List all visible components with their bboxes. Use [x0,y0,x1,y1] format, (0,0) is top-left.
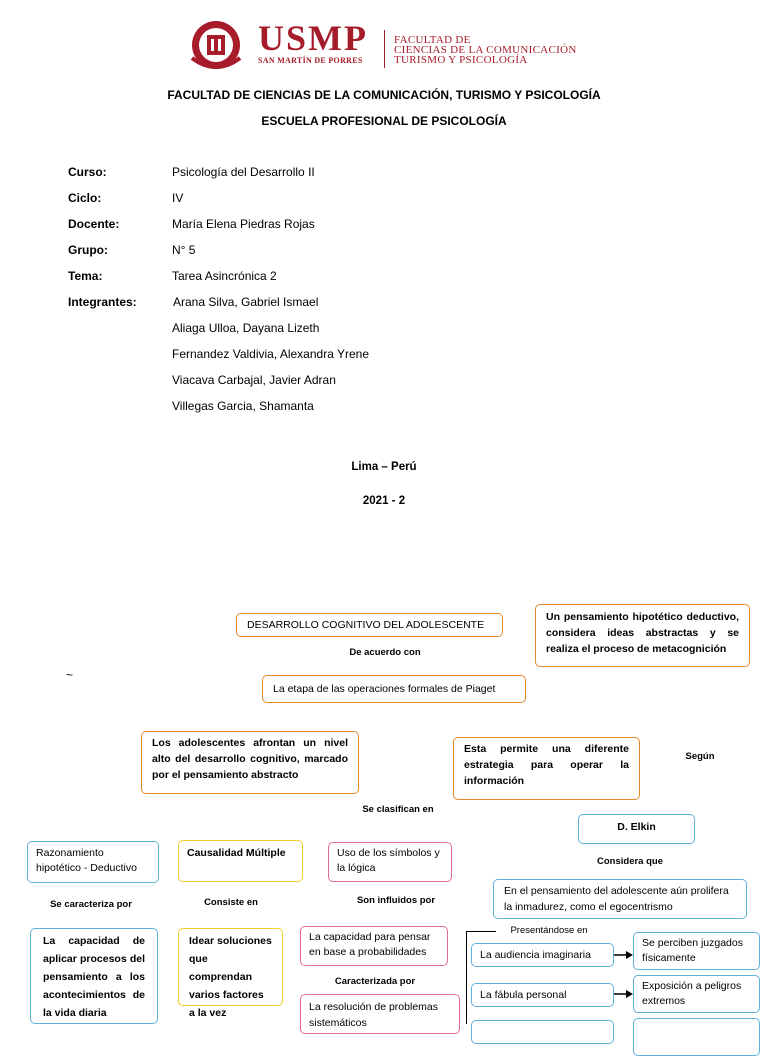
segun-label: Según [685,751,715,762]
faculty-logo-line3: TURISMO Y PSICOLOGÍA [394,54,528,66]
arrow-right-icon [626,951,633,959]
stray-tilde: ~ [66,668,74,682]
se-caracteriza-label: Se caracteriza por [50,899,132,910]
stage-box: La etapa de las operaciones formales de Piaget [262,675,526,703]
resolucion-box: La resolución de problemas sistemáticos [300,994,460,1034]
faculty-logo-line1: FACULTAD DE [394,34,471,46]
son-influidos-label: Son influidos por [356,895,436,906]
grupo-value: N° 5 [172,243,196,257]
ciclo-value: IV [172,191,184,205]
peligros-box: Exposición a peligros extremos [633,975,760,1013]
arrows-group [612,948,634,1024]
fabula-box: La fábula personal [471,983,614,1007]
bracket-top-line [466,931,496,932]
grupo-label: Grupo: [68,243,108,257]
tema-label: Tema: [68,269,103,283]
definition-box: Un pensamiento hipotético deductivo, considera ideas abstractas y se realiza el proceso de metacognición [535,604,750,667]
curso-label: Curso: [68,165,107,179]
docente-value: María Elena Piedras Rojas [172,217,315,231]
elkind-box: D. Elkin [578,814,695,844]
school-heading: ESCUELA PROFESIONAL DE PSICOLOGÍA [261,114,507,128]
bracket-line [466,931,467,1024]
place-text: Lima – Perú [351,461,417,473]
consiste-label: Consiste en [204,897,258,908]
razonamiento-box: Razonamiento hipotético - Deductivo [27,841,159,883]
considera-label: Considera que [597,856,663,867]
capacidad-aplicar-box: La capacidad de aplicar procesos del pensamiento a los acontecimientos de la vida diaria [30,928,158,1024]
simbolos-box: Uso de los símbolos y la lógica [328,842,452,882]
idear-box: Idear soluciones que comprendan varios factores a la vez [178,928,283,1006]
period-text: 2021 - 2 [362,495,406,507]
juzgados-box: Se perciben juzgados físicamente [633,932,760,970]
integrante-name: Arana Silva, Gabriel Ismael [173,295,319,309]
causalidad-box: Causalidad Múltiple [178,840,303,882]
brand-name: USMP [258,18,368,58]
capacidad-pensar-box: La capacidad para pensar en base a probabilidades [300,926,448,966]
strategy-box: Esta permite una diferente estrategia para operar la información [453,737,640,800]
adolescents-box: Los adolescentes afrontan un nivel alto del desarrollo cognitivo, marcado por el pensamiento abstracto [141,731,359,794]
faculty-logo-line2: CIENCIAS DE LA COMUNICACIÓN [394,44,577,56]
presentandose-label: Presentándose en [510,925,588,936]
integrante-name: Aliaga Ulloa, Dayana Lizeth [172,321,320,335]
de-acuerdo-label: De acuerdo con [349,647,421,658]
integrante-name: Viacava Carbajal, Javier Adran [172,373,336,387]
inmadurez-box: En el pensamiento del adolescente aún prolifera la inmadurez, como el egocentrismo [493,879,747,919]
logo-divider [384,30,385,68]
map-title-box: DESARROLLO COGNITIVO DEL ADOLESCENTE [236,613,503,637]
docente-label: Docente: [68,217,120,231]
university-seal-logo [188,18,244,72]
faculty-heading: FACULTAD DE CIENCIAS DE LA COMUNICACIÓN, TURISMO Y PSICOLOGÍA [167,88,601,102]
arrow-right-icon [626,990,633,998]
caracterizada-label: Caracterizada por [334,976,416,987]
faculty-logo-text [394,35,577,65]
integrante-name: Villegas Garcia, Shamanta [172,399,314,413]
tema-value: Tarea Asincrónica 2 [172,269,277,283]
integrantes-label: Integrantes: [68,295,137,309]
integrante-name: Fernandez Valdivia, Alexandra Yrene [172,347,370,361]
ciclo-label: Ciclo: [68,191,102,205]
brand-subtitle: SAN MARTÍN DE PORRES [258,56,363,65]
curso-value: Psicología del Desarrollo II [172,165,315,179]
se-clasifican-label: Se clasifican en [362,804,434,815]
audiencia-box: La audiencia imaginaria [471,943,614,967]
